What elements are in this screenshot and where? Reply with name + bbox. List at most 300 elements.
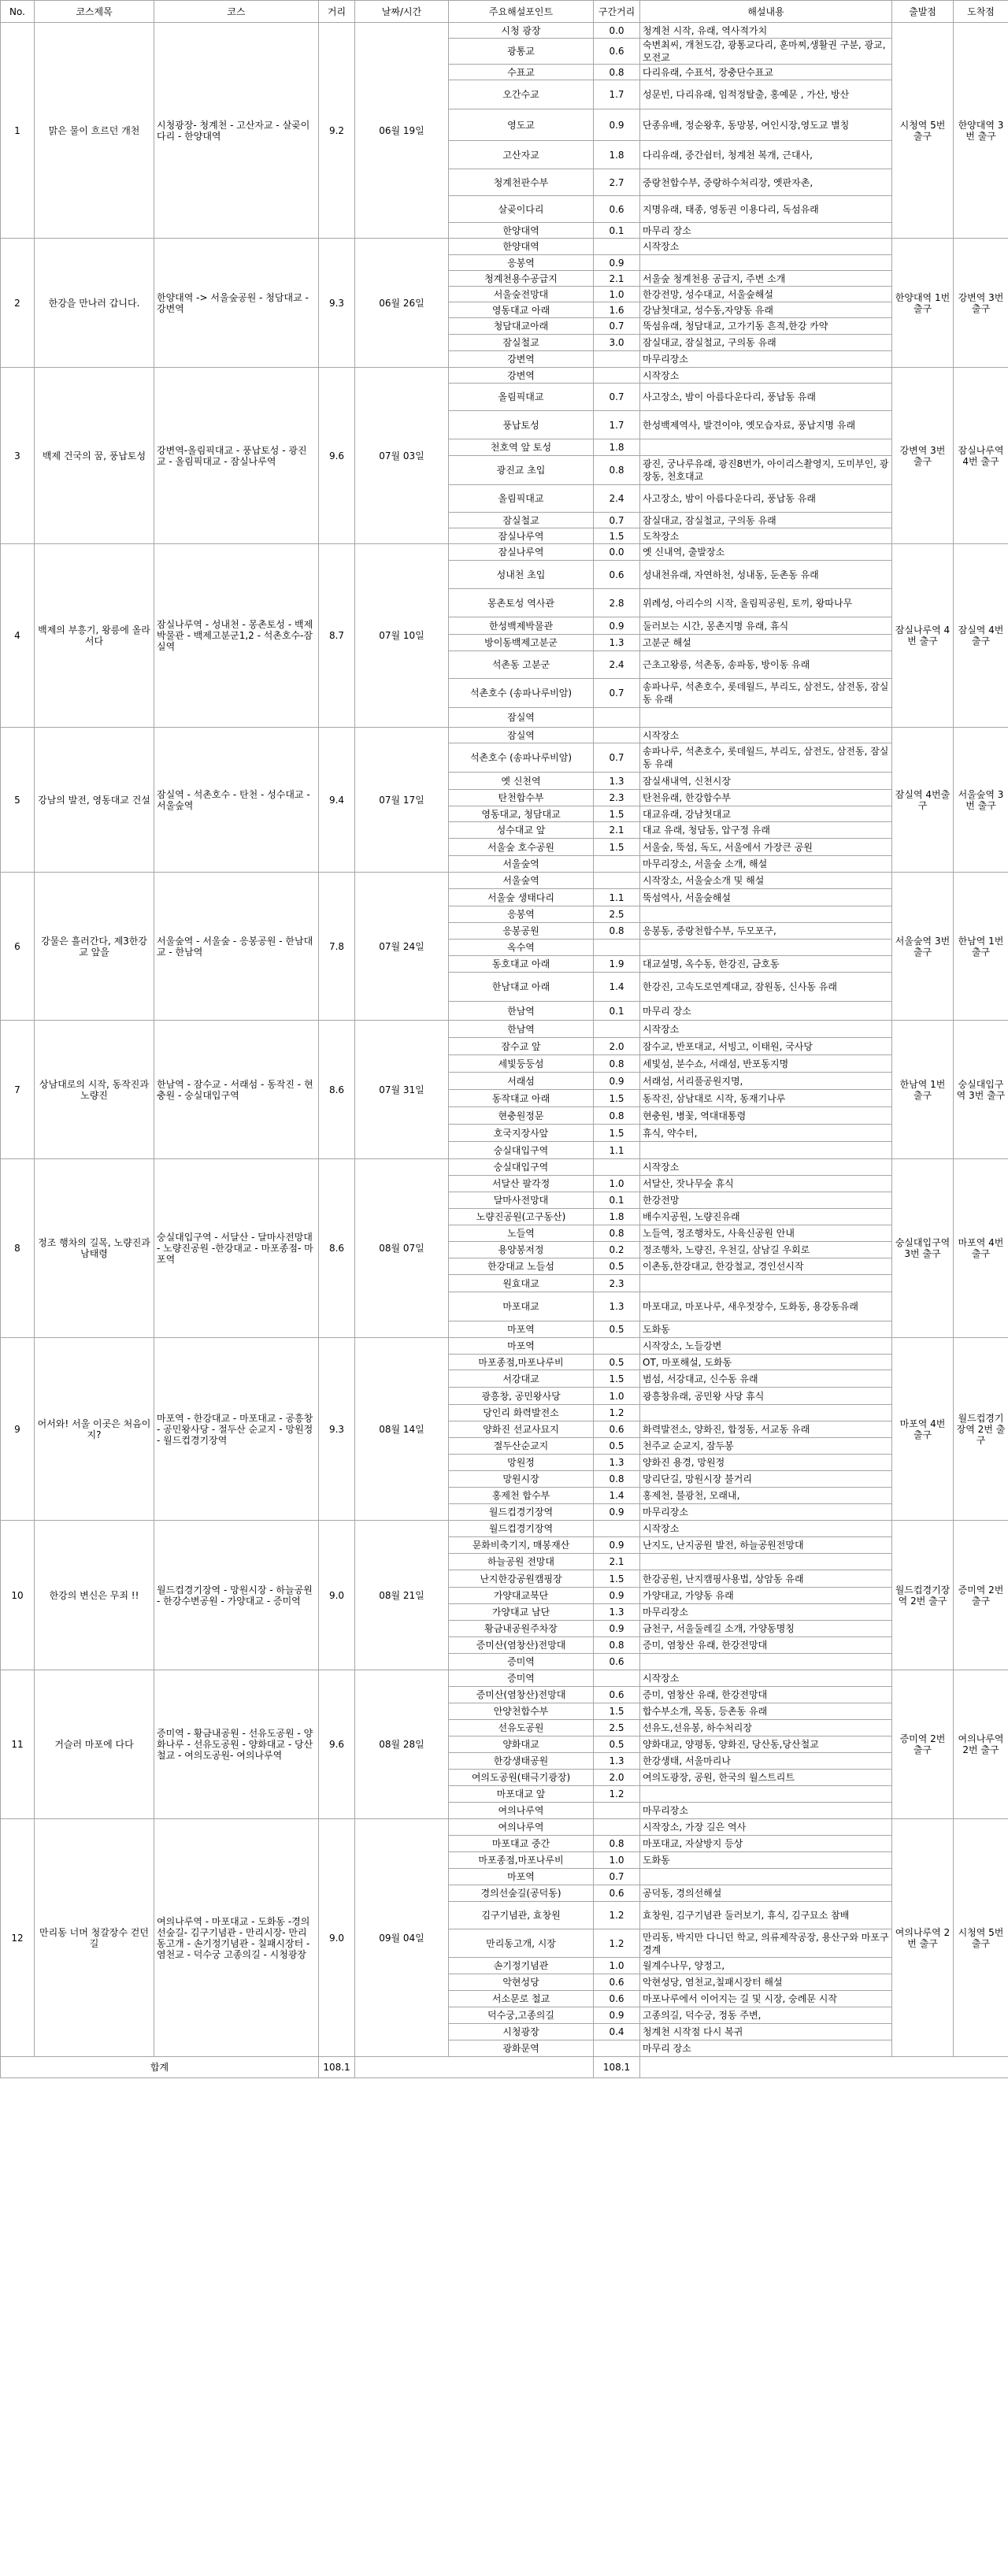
course-route: 증미역 - 황금내공원 - 선유도공원 - 양화나루 - 선유도공원 - 양화대교 - 당산철교 - 여의도공원- 여의나루역	[154, 1670, 319, 1819]
point-description: 시작장소	[640, 239, 892, 255]
section-distance: 0.6	[594, 561, 640, 589]
point-description: 청계천 시작, 유래, 역사적가치	[640, 23, 892, 39]
point-name: 잠실역	[449, 728, 594, 743]
point-description	[640, 1869, 892, 1885]
section-distance: 0.9	[594, 255, 640, 271]
course-distance: 9.2	[319, 23, 355, 239]
point-description: 근초고왕릉, 석촌동, 송파동, 방이동 유래	[640, 651, 892, 679]
course-route: 서울숲역 - 서울숲 - 응봉공원 - 한남대교 - 한남역	[154, 873, 319, 1021]
section-distance: 0.8	[594, 65, 640, 80]
course-title: 백제 건국의 꿈, 풍납토성	[35, 368, 154, 544]
point-name: 문화비축기지, 매봉재산	[449, 1537, 594, 1554]
section-distance: 1.8	[594, 141, 640, 169]
point-name: 현충원정문	[449, 1107, 594, 1125]
point-name: 경의선숲길(공덕동)	[449, 1885, 594, 1902]
point-description: 선유도,선유봉, 하수처리장	[640, 1720, 892, 1736]
section-distance: 1.7	[594, 80, 640, 109]
section-distance: 0.8	[594, 1055, 640, 1073]
section-distance	[594, 708, 640, 728]
course-no: 5	[1, 728, 35, 873]
course-distance: 9.0	[319, 1819, 355, 2057]
section-distance: 2.4	[594, 485, 640, 513]
section-distance: 0.7	[594, 1869, 640, 1885]
point-name: 살곶이다리	[449, 196, 594, 223]
point-name: 마포종점,마포나루비	[449, 1355, 594, 1370]
point-name: 당인리 화력발전소	[449, 1405, 594, 1421]
point-name: 김구기념관, 효창원	[449, 1902, 594, 1929]
point-description: 탄천유래, 한강합수부	[640, 790, 892, 806]
section-distance	[594, 1670, 640, 1687]
point-name: 서소문로 철교	[449, 1991, 594, 2007]
course-date: 06월 26일	[355, 239, 449, 368]
course-no: 11	[1, 1670, 35, 1819]
point-name: 망원정	[449, 1455, 594, 1471]
course-title: 한강의 변신은 무죄 !!	[35, 1521, 154, 1670]
course-route: 한양대역 -> 서울숲공원 - 청담대교 - 강변역	[154, 239, 319, 368]
section-distance: 1.5	[594, 839, 640, 856]
point-description: 옛 신내역, 출발장소	[640, 544, 892, 561]
point-name: 성수대교 앞	[449, 822, 594, 839]
point-description: 둘러보는 시간, 몽촌지명 유래, 휴식	[640, 617, 892, 635]
point-description: 범섬, 서강대교, 신수동 유래	[640, 1370, 892, 1388]
column-header: No.	[1, 1, 35, 23]
start-point: 잠실역 4번출구	[892, 728, 954, 873]
section-distance: 0.9	[594, 617, 640, 635]
section-distance: 0.9	[594, 2007, 640, 2024]
point-name: 증미산(염창산)전망대	[449, 1637, 594, 1654]
course-distance: 9.0	[319, 1521, 355, 1670]
point-name: 호국지장사앞	[449, 1125, 594, 1142]
point-name: 양화진 선교사묘지	[449, 1421, 594, 1438]
section-distance: 0.0	[594, 23, 640, 39]
section-distance: 0.5	[594, 1736, 640, 1753]
column-header: 해설내용	[640, 1, 892, 23]
point-description: 마포대교, 마포나루, 새우젓장수, 도화동, 용강동유래	[640, 1292, 892, 1321]
point-name: 청계천판수부	[449, 169, 594, 196]
point-name: 용양봉저정	[449, 1242, 594, 1258]
course-title: 어서와! 서울 이곳은 처음이지?	[35, 1338, 154, 1521]
section-distance: 1.1	[594, 1142, 640, 1159]
point-description: 시작장소, 가장 길은 역사	[640, 1819, 892, 1836]
point-name: 광화문역	[449, 2040, 594, 2057]
point-description: 증미, 염창산 유래, 한강전망대	[640, 1637, 892, 1654]
total-empty-right	[640, 2057, 1008, 2078]
point-description: 한강생태, 서울마리나	[640, 1753, 892, 1770]
course-distance: 7.8	[319, 873, 355, 1021]
table-row	[1, 873, 1008, 889]
section-distance: 1.4	[594, 1488, 640, 1504]
course-date: 08월 21일	[355, 1521, 449, 1670]
point-name: 양화대교	[449, 1736, 594, 1753]
start-point: 증미역 2번 출구	[892, 1670, 954, 1819]
point-description: 마무리 장소	[640, 2040, 892, 2057]
point-name: 서울숲전망대	[449, 287, 594, 302]
section-distance: 0.2	[594, 1242, 640, 1258]
point-description	[640, 439, 892, 456]
point-description: 마무리장소	[640, 1504, 892, 1521]
point-description: 대교 유래, 청담동, 압구정 유래	[640, 822, 892, 839]
point-name: 만리동고개, 시장	[449, 1929, 594, 1958]
point-name: 달마사전망대	[449, 1192, 594, 1209]
section-distance	[594, 1521, 640, 1537]
column-header: 코스제목	[35, 1, 154, 23]
point-name: 영동대교, 청담대교	[449, 806, 594, 822]
point-name: 한양대역	[449, 223, 594, 239]
section-distance: 1.4	[594, 973, 640, 1002]
start-point: 서울숲역 3번 출구	[892, 873, 954, 1021]
course-date: 07월 31일	[355, 1021, 449, 1159]
point-description: 한성백제역사, 발견이야, 옛모습자료, 풍납지명 유래	[640, 411, 892, 439]
column-header: 거리	[319, 1, 355, 23]
point-description: 증미, 염창산 유래, 한강전망대	[640, 1687, 892, 1703]
start-point: 한양대역 1번 출구	[892, 239, 954, 368]
point-name: 서울숲 호수공원	[449, 839, 594, 856]
course-distance: 9.6	[319, 368, 355, 544]
point-description: 잠실새내역, 신천시장	[640, 773, 892, 790]
section-distance: 2.0	[594, 1770, 640, 1786]
course-no: 12	[1, 1819, 35, 2057]
point-name: 한강대교 노들섬	[449, 1258, 594, 1275]
point-name: 잠실나루역	[449, 544, 594, 561]
section-distance: 0.9	[594, 1537, 640, 1554]
point-description: 화력발전소, 양화진, 합정동, 서교동 유래	[640, 1421, 892, 1438]
point-name: 여의도공원(태극기광장)	[449, 1770, 594, 1786]
section-distance: 2.3	[594, 1275, 640, 1292]
point-description: 시작장소, 노들강변	[640, 1338, 892, 1355]
course-title: 맑은 물이 흐르던 개천	[35, 23, 154, 239]
section-distance: 0.6	[594, 1991, 640, 2007]
section-distance: 0.6	[594, 196, 640, 223]
course-no: 3	[1, 368, 35, 544]
section-distance	[594, 239, 640, 255]
column-header: 주요해설포인트	[449, 1, 594, 23]
point-description: 응봉동, 중랑천합수부, 두모포구,	[640, 923, 892, 940]
section-distance	[594, 368, 640, 384]
point-description: 서울숲 청계천용 공급지, 주변 소개	[640, 271, 892, 287]
course-date: 07월 24일	[355, 873, 449, 1021]
section-distance	[594, 351, 640, 368]
point-name: 시청 광장	[449, 23, 594, 39]
section-distance: 1.3	[594, 1604, 640, 1621]
course-route: 마포역 - 한강대교 - 마포대교 - 공흥창 - 공민왕사당 - 절두산 순교지 - 망원정 - 월드컵경기장역	[154, 1338, 319, 1521]
table-row	[1, 1521, 1008, 1537]
point-name: 증미산(염창산)전망대	[449, 1687, 594, 1703]
course-route: 한남역 - 잠수교 - 서래섬 - 동작진 - 현충원 - 숭실대입구역	[154, 1021, 319, 1159]
point-name: 월드컵경기장역	[449, 1521, 594, 1537]
point-description: 만리동, 박지만 다니던 학교, 의류제작공장, 용산구와 마포구 경계	[640, 1929, 892, 1958]
point-description: 성내천유래, 자연하천, 성내동, 둔촌동 유래	[640, 561, 892, 589]
section-distance: 0.5	[594, 1438, 640, 1455]
section-distance: 1.5	[594, 1703, 640, 1720]
course-title: 강남의 발전, 영동대교 건설	[35, 728, 154, 873]
section-distance: 2.1	[594, 822, 640, 839]
point-description	[640, 1405, 892, 1421]
section-distance: 0.8	[594, 1471, 640, 1488]
point-description: 여의도광장, 공원, 한국의 월스트리트	[640, 1770, 892, 1786]
section-distance	[594, 1159, 640, 1176]
point-name: 마포대교 앞	[449, 1786, 594, 1803]
section-distance: 0.6	[594, 1421, 640, 1438]
section-distance: 0.5	[594, 1355, 640, 1370]
section-distance: 0.7	[594, 743, 640, 773]
section-distance	[594, 856, 640, 873]
section-distance: 1.2	[594, 1786, 640, 1803]
course-date: 09월 04일	[355, 1819, 449, 2057]
section-distance: 1.1	[594, 889, 640, 906]
end-point: 마포역 4번 출구	[954, 1159, 1008, 1338]
point-description	[640, 1142, 892, 1159]
section-distance: 1.3	[594, 773, 640, 790]
point-name: 한양대역	[449, 239, 594, 255]
point-description: 시작장소	[640, 1521, 892, 1537]
course-title: 상남대로의 시작, 동작진과 노량진	[35, 1021, 154, 1159]
section-distance: 1.7	[594, 411, 640, 439]
section-distance: 2.8	[594, 589, 640, 617]
point-description: 난지도, 난지공원 발전, 하늘공원전망대	[640, 1537, 892, 1554]
point-description	[640, 1554, 892, 1570]
table-row	[1, 1021, 1008, 1038]
point-name: 서래섬	[449, 1073, 594, 1090]
end-point: 숭실대입구역 3번 출구	[954, 1021, 1008, 1159]
point-name: 서울숲역	[449, 873, 594, 889]
point-name: 서강대교	[449, 1370, 594, 1388]
table-row	[1, 239, 1008, 255]
point-description: 마포대교, 자살방지 등상	[640, 1836, 892, 1852]
point-description: 대교유래, 강남첫대교	[640, 806, 892, 822]
point-name: 월드컵경기장역	[449, 1504, 594, 1521]
section-distance: 0.8	[594, 1637, 640, 1654]
section-distance: 1.0	[594, 1852, 640, 1869]
point-name: 마포역	[449, 1338, 594, 1355]
point-description: 시작장소	[640, 1670, 892, 1687]
table-row	[1, 728, 1008, 743]
section-distance: 1.5	[594, 1125, 640, 1142]
point-description: 이촌동,한강대교, 한강철교, 경인선시작	[640, 1258, 892, 1275]
section-distance	[594, 2040, 640, 2057]
section-distance: 1.8	[594, 1209, 640, 1225]
point-name: 가양대교 남단	[449, 1604, 594, 1621]
point-name: 서달산 팔각정	[449, 1176, 594, 1192]
section-distance: 0.9	[594, 109, 640, 141]
section-distance: 1.9	[594, 956, 640, 973]
section-distance: 1.5	[594, 1570, 640, 1588]
point-description: 다리유래, 중간쉼터, 청계천 복개, 근대사,	[640, 141, 892, 169]
point-name: 여의나루역	[449, 1819, 594, 1836]
point-description: 월계수나무, 양정고,	[640, 1958, 892, 1974]
end-point: 증미역 2번 출구	[954, 1521, 1008, 1670]
section-distance: 1.3	[594, 1753, 640, 1770]
end-point: 한남역 1번출구	[954, 873, 1008, 1021]
point-name: 덕수궁,고종의길	[449, 2007, 594, 2024]
start-point: 숭실대입구역 3번 출구	[892, 1159, 954, 1338]
section-distance: 1.5	[594, 1090, 640, 1107]
point-description: 악현성당, 염천교,칠패시장터 해설	[640, 1974, 892, 1991]
point-description: 마무리 장소	[640, 223, 892, 239]
course-date: 07월 10일	[355, 544, 449, 728]
point-name: 올림픽대교	[449, 384, 594, 411]
point-name: 성내천 초입	[449, 561, 594, 589]
point-description: 도착장소	[640, 528, 892, 544]
point-name: 몽촌토성 역사관	[449, 589, 594, 617]
point-description: 사고장소, 밤이 아름다운다리, 풍납동 유래	[640, 384, 892, 411]
point-description: 도화동	[640, 1321, 892, 1338]
section-distance: 0.6	[594, 39, 640, 65]
point-name: 서울숲역	[449, 856, 594, 873]
course-no: 2	[1, 239, 35, 368]
point-name: 광통교	[449, 39, 594, 65]
point-description: 잠실대교, 잠실철교, 구의동 유래	[640, 335, 892, 351]
point-description: 서래섬, 서리풀공원지명,	[640, 1073, 892, 1090]
section-distance: 0.8	[594, 923, 640, 940]
point-name: 천호역 앞 토성	[449, 439, 594, 456]
column-header: 출발점	[892, 1, 954, 23]
point-name: 잠실철교	[449, 335, 594, 351]
start-point: 월드컵경기장역 2번 출구	[892, 1521, 954, 1670]
point-description: 단종유배, 정순왕후, 동망봉, 여인시장,영도교 별칭	[640, 109, 892, 141]
section-distance: 1.2	[594, 1929, 640, 1958]
point-name: 응봉공원	[449, 923, 594, 940]
point-description: 지명유래, 태종, 영동권 이용다리, 독섬유래	[640, 196, 892, 223]
section-distance	[594, 1338, 640, 1355]
point-description: 마무리장소	[640, 1803, 892, 1819]
section-distance: 1.2	[594, 1405, 640, 1421]
point-description: 광진, 궁나루유래, 광진8번가, 아이리스촬영지, 도미부인, 광장동, 천호대교	[640, 456, 892, 485]
point-name: 하늘공원 전망대	[449, 1554, 594, 1570]
course-date: 08월 14일	[355, 1338, 449, 1521]
table-row	[1, 1819, 1008, 1836]
point-name: 마포역	[449, 1321, 594, 1338]
point-name: 석촌호수 (송파나루비암)	[449, 679, 594, 708]
point-name: 잠실역	[449, 708, 594, 728]
section-distance: 1.0	[594, 1176, 640, 1192]
section-distance	[594, 1803, 640, 1819]
end-point: 월드컵경기장역 2번 출구	[954, 1338, 1008, 1521]
point-name: 풍납토성	[449, 411, 594, 439]
point-description: 현충원, 병꽃, 역대대통령	[640, 1107, 892, 1125]
section-distance: 0.7	[594, 679, 640, 708]
point-description: 시작장소	[640, 368, 892, 384]
point-name: 한성백제박물관	[449, 617, 594, 635]
point-name: 영동대교 아래	[449, 302, 594, 318]
point-description: 송파나루, 석촌호수, 롯데월드, 부리도, 삼전도, 삼전동, 잠실동 유래	[640, 679, 892, 708]
section-distance: 2.7	[594, 169, 640, 196]
section-distance: 2.5	[594, 906, 640, 923]
start-point: 강변역 3번 출구	[892, 368, 954, 544]
section-distance: 1.8	[594, 439, 640, 456]
point-description: 합수부소개, 목동, 등촌동 유래	[640, 1703, 892, 1720]
point-name: 황금내공원주차장	[449, 1621, 594, 1637]
point-name: 청계천용수공급지	[449, 271, 594, 287]
course-route: 월드컵경기장역 - 망원시장 - 하늘공원 - 한강수변공원 - 가양대교 - 증미역	[154, 1521, 319, 1670]
table-row	[1, 1670, 1008, 1687]
point-description: 세빛섬, 분수쇼, 서래섬, 반포동지명	[640, 1055, 892, 1073]
course-route: 강변역-올림픽대교 - 풍납토성 - 광진교 - 올림픽대교 - 잠실나루역	[154, 368, 319, 544]
point-name: 증미역	[449, 1670, 594, 1687]
point-description: 강남첫대교, 성수동,자양동 유래	[640, 302, 892, 318]
point-description: 대교설명, 옥수동, 한강진, 금호동	[640, 956, 892, 973]
point-name: 여의나루역	[449, 1803, 594, 1819]
point-description: 고종의길, 덕수궁, 정동 주변,	[640, 2007, 892, 2024]
course-route: 숭실대입구역 - 서달산 - 달마사전망대 - 노량진공원 -한강대교 - 마포종점- 마포역	[154, 1159, 319, 1338]
point-description: 동작진, 삼남대로 시작, 동재기나루	[640, 1090, 892, 1107]
point-name: 올림픽대교	[449, 485, 594, 513]
point-description: 사고장소, 밤이 아름다운다리, 풍납동 유래	[640, 485, 892, 513]
end-point: 잠실나루역 4번 출구	[954, 368, 1008, 544]
course-distance: 9.3	[319, 239, 355, 368]
point-description: 서달산, 잣나무숲 휴식	[640, 1176, 892, 1192]
section-distance: 0.8	[594, 1107, 640, 1125]
point-name: 광흥창, 공민왕사당	[449, 1388, 594, 1405]
end-point: 잠실역 4번출구	[954, 544, 1008, 728]
point-description: 망리단길, 망원시장 불거리	[640, 1471, 892, 1488]
point-name: 노량진공원(고구동산)	[449, 1209, 594, 1225]
start-point: 시청역 5번 출구	[892, 23, 954, 239]
section-distance: 1.0	[594, 1958, 640, 1974]
section-distance: 2.4	[594, 651, 640, 679]
point-description: 한강공원, 난지캠핑사용법, 상암동 유래	[640, 1570, 892, 1588]
point-description: 노들역, 정조행차도, 사육신공원 안내	[640, 1225, 892, 1242]
total-row	[1, 2057, 1008, 2078]
point-description: 마무리 장소	[640, 1002, 892, 1021]
table-row	[1, 1338, 1008, 1355]
course-no: 1	[1, 23, 35, 239]
column-header: 구간거리	[594, 1, 640, 23]
point-description	[640, 906, 892, 923]
point-name: 강변역	[449, 368, 594, 384]
column-header: 코스	[154, 1, 319, 23]
course-no: 8	[1, 1159, 35, 1338]
point-description: 천주교 순교지, 잠두봉	[640, 1438, 892, 1455]
point-description: 배수지공원, 노량진유래	[640, 1209, 892, 1225]
point-name: 숭실대입구역	[449, 1142, 594, 1159]
table-row	[1, 368, 1008, 384]
section-distance	[594, 873, 640, 889]
point-description: 시작장소	[640, 728, 892, 743]
table-row	[1, 544, 1008, 561]
point-description: 서울숲, 뚝섬, 독도, 서울에서 가장큰 공원	[640, 839, 892, 856]
point-name: 악현성당	[449, 1974, 594, 1991]
section-distance: 2.1	[594, 1554, 640, 1570]
point-description: 숙변최씨, 개천도감, 광통교다리, 훈마찌,생활권 구분, 광교, 모전교	[640, 39, 892, 65]
point-name: 고산자교	[449, 141, 594, 169]
end-point: 서울숲역 3번 출구	[954, 728, 1008, 873]
point-description: 금천구, 서울둘레길 소개, 가양동명칭	[640, 1621, 892, 1637]
course-title: 한강을 만나러 갑니다.	[35, 239, 154, 368]
point-description: 위례성, 아리수의 시작, 올림픽공원, 토끼, 왕따나무	[640, 589, 892, 617]
column-header: 도착점	[954, 1, 1008, 23]
point-name: 마포대교 중간	[449, 1836, 594, 1852]
section-distance: 0.7	[594, 513, 640, 528]
section-distance: 1.5	[594, 806, 640, 822]
section-distance: 0.7	[594, 318, 640, 335]
point-description: 한강전망, 성수대교, 서울숲해설	[640, 287, 892, 302]
point-description: 다리유래, 수표석, 장충단수표교	[640, 65, 892, 80]
course-distance: 8.6	[319, 1021, 355, 1159]
course-no: 6	[1, 873, 35, 1021]
point-description: 마무리장소	[640, 351, 892, 368]
course-distance: 9.3	[319, 1338, 355, 1521]
point-name: 옛 신천역	[449, 773, 594, 790]
point-description: 고분군 해설	[640, 635, 892, 651]
course-title: 백제의 부흥기, 왕릉에 올라서다	[35, 544, 154, 728]
section-distance: 0.9	[594, 1504, 640, 1521]
table-header	[1, 1, 1008, 23]
point-description: 마포나루에서 이어지는 길 및 시장, 숭례문 시작	[640, 1991, 892, 2007]
point-description: 홍제천, 불광천, 모래내,	[640, 1488, 892, 1504]
section-distance: 0.1	[594, 223, 640, 239]
section-distance: 2.0	[594, 1038, 640, 1055]
section-distance: 1.0	[594, 1388, 640, 1405]
